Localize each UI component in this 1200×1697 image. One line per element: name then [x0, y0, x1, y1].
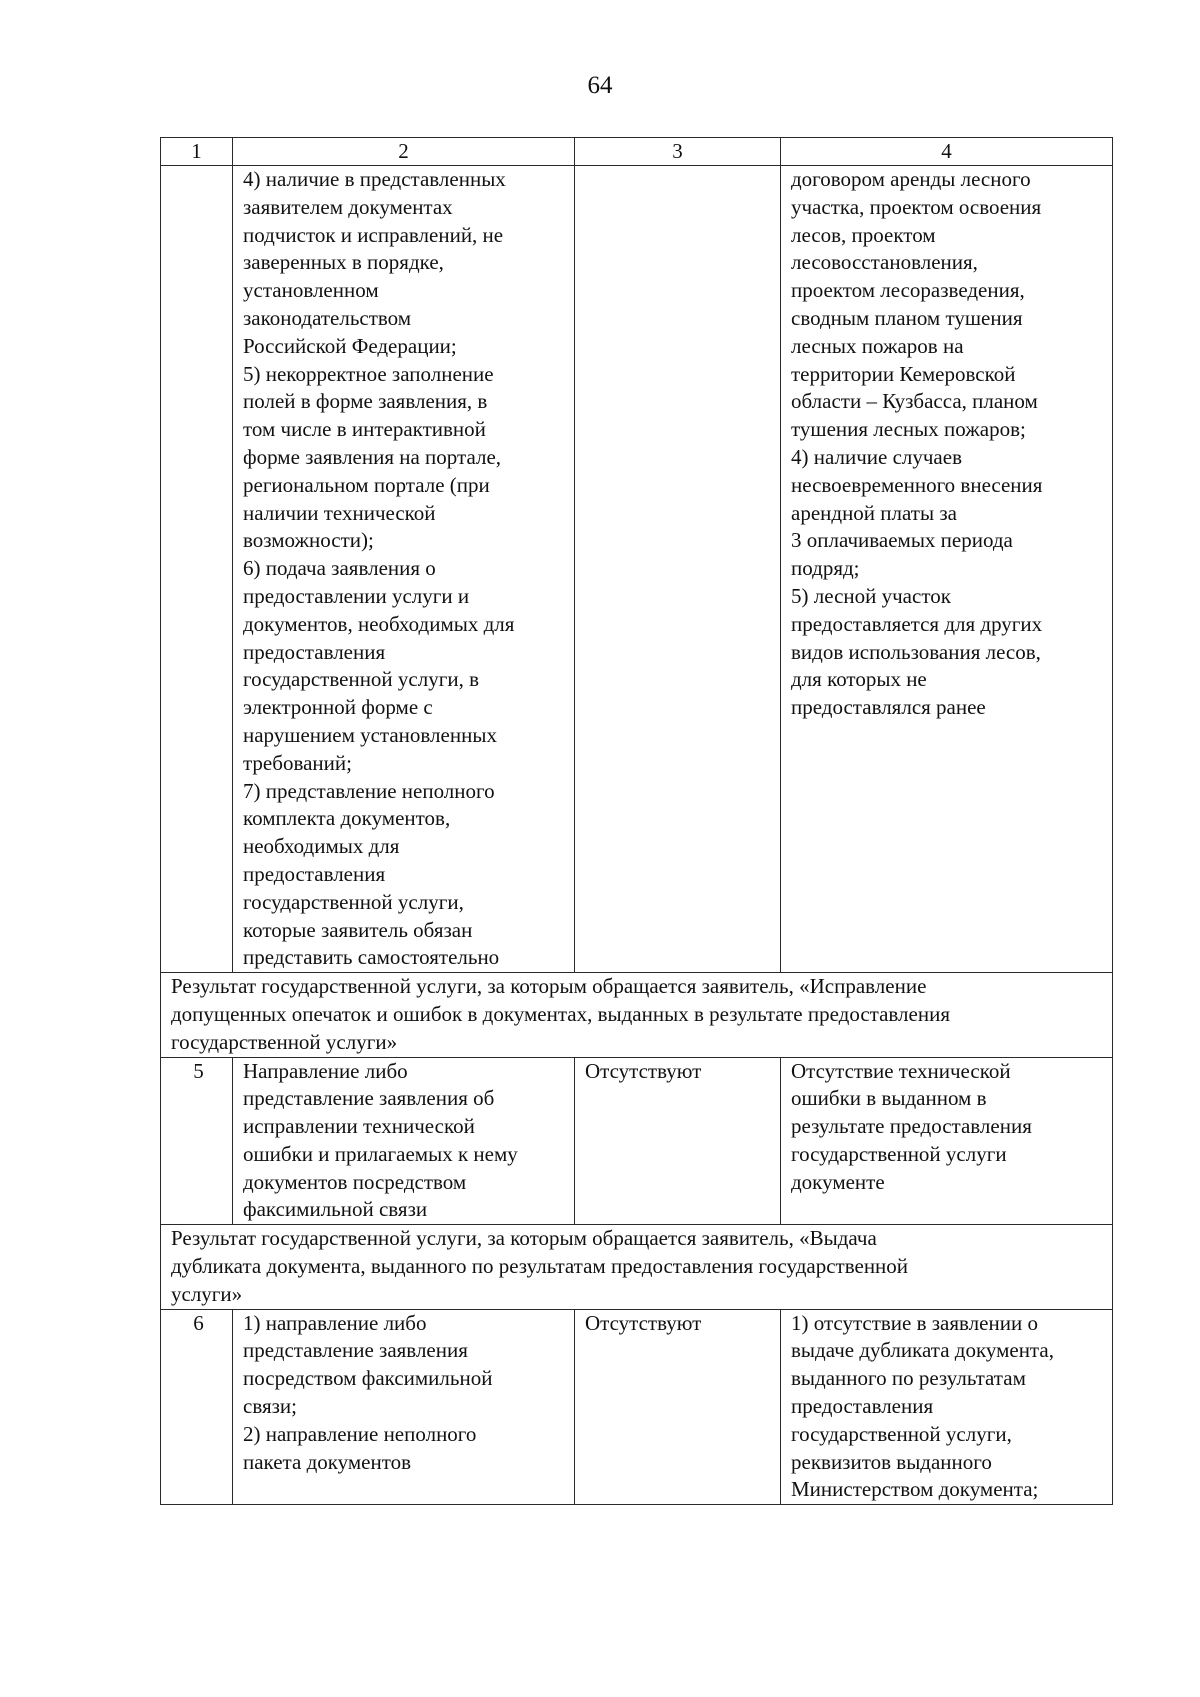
text-line: выдаче дубликата документа, [791, 1338, 1054, 1363]
text-line: допущенных опечаток и ошибок в документах, выданных в результате предоставления [171, 1001, 950, 1026]
text-line: договором аренды лесного [791, 167, 1031, 191]
document-table [160, 137, 1113, 1505]
text-line: документе [791, 1169, 885, 1194]
text-line: предоставления [243, 639, 386, 664]
text-line: представление заявления [243, 1338, 468, 1363]
text-line: Направление либо [243, 1058, 408, 1083]
text-line: комплекта документов, [243, 806, 451, 831]
text-line: для которых не [791, 667, 927, 692]
text-line: необходимых для [243, 834, 400, 859]
text-line: территории Кемеровской [791, 361, 1016, 386]
column-header: 1 [161, 138, 233, 166]
text-line: законодательством [243, 305, 412, 330]
text-line: заверенных в порядке, [243, 250, 444, 275]
table-row [161, 1309, 1113, 1505]
text-line: полей в форме заявления, в [243, 389, 488, 414]
documents-cell [575, 166, 781, 973]
documents-cell [575, 1057, 781, 1225]
text-line: 3 оплачиваемых периода [791, 528, 1013, 553]
text-line: 6) подача заявления о [243, 556, 436, 581]
page-number: 64 [587, 72, 613, 99]
text-line: области – Кузбасса, планом [791, 389, 1038, 414]
text-line: представление заявления об [243, 1086, 495, 1111]
grounds-cell [233, 166, 575, 973]
text-line: установленном [243, 278, 379, 303]
text-line: государственной услуги, [791, 1421, 1012, 1446]
text-line: электронной форме с [243, 695, 433, 720]
text-line: возможности); [243, 528, 374, 553]
text-line: Министерством документа; [791, 1477, 1039, 1502]
text-line: результате предоставления [791, 1114, 1032, 1139]
documents-cell [575, 1309, 781, 1505]
section-heading-correction [161, 973, 1113, 1057]
text-line: арендной платы за [791, 500, 957, 525]
text-line: 4) наличие в представленных [243, 167, 506, 191]
text-line: государственной услуги, [243, 889, 464, 914]
grounds-cell [233, 1057, 575, 1225]
text-line: дубликата документа, выданного по результатам предоставления государственной [171, 1254, 909, 1279]
text-line: сводным планом тушения [791, 305, 1023, 330]
text-line: выданного по результатам [791, 1366, 1026, 1391]
text-line: том числе в интерактивной [243, 417, 486, 442]
column-header: 3 [575, 138, 781, 166]
text-line: ошибки и прилагаемых к нему [243, 1141, 518, 1166]
text-line: пакета документов [243, 1449, 412, 1474]
text-line: государственной услуги [791, 1141, 1007, 1166]
text-line: представить самостоятельно [243, 945, 500, 970]
text-line: Отсутствуют [585, 1310, 702, 1335]
text-line: лесов, проектом [791, 222, 936, 247]
text-line: которые заявитель обязан [243, 917, 473, 942]
text-line: Результат государственной услуги, за которым обращается заявитель, «Исправление [171, 974, 927, 999]
text-line: связи; [243, 1394, 297, 1419]
column-header: 4 [781, 138, 1113, 166]
text-line: лесовосстановления, [791, 250, 978, 275]
row-number-cell: 5 [161, 1057, 233, 1225]
text-line: предоставлялся ранее [791, 695, 986, 720]
text-line: 5) некорректное заполнение [243, 361, 494, 386]
text-line: 2) направление неполного [243, 1421, 477, 1446]
text-line: лесных пожаров на [791, 333, 964, 358]
text-line: подчисток и исправлений, не [243, 222, 504, 247]
refusal-grounds-cell [781, 1057, 1113, 1225]
text-line: документов, необходимых для [243, 611, 515, 636]
text-line: 1) направление либо [243, 1310, 427, 1335]
column-header: 2 [233, 138, 575, 166]
text-line: видов использования лесов, [791, 639, 1041, 664]
text-line: тушения лесных пожаров; [791, 417, 1026, 442]
text-line: заявителем документах [243, 194, 453, 219]
text-line: проектом лесоразведения, [791, 278, 1025, 303]
text-line: предоставления [243, 861, 386, 886]
text-line: 7) представление неполного [243, 778, 495, 803]
text-line: исправлении технической [243, 1114, 475, 1139]
text-line: государственной услуги, в [243, 667, 479, 692]
text-line: несвоевременного внесения [791, 472, 1043, 497]
text-line: ошибки в выданном в [791, 1086, 987, 1111]
text-line: посредством факсимильной [243, 1366, 493, 1391]
text-line: участка, проектом освоения [791, 194, 1042, 219]
text-line: подряд; [791, 556, 860, 581]
table-row-continued [161, 166, 1113, 973]
text-line: предоставлении услуги и [243, 583, 470, 608]
text-line: нарушением установленных [243, 722, 497, 747]
text-line: предоставления [791, 1394, 934, 1419]
text-line: услуги» [171, 1281, 243, 1306]
text-line: реквизитов выданного [791, 1449, 992, 1474]
refusal-grounds-cell [781, 166, 1113, 973]
text-line: Российской Федерации; [243, 333, 457, 358]
grounds-cell [233, 1309, 575, 1505]
row-number-cell: 6 [161, 1309, 233, 1505]
text-line: предоставляется для других [791, 611, 1043, 636]
text-line: Результат государственной услуги, за которым обращается заявитель, «Выдача [171, 1226, 877, 1251]
text-line: 1) отсутствие в заявлении о [791, 1310, 1038, 1335]
text-line: требований; [243, 750, 352, 775]
section-heading-duplicate [161, 1225, 1113, 1309]
section-row [161, 973, 1113, 1057]
text-line: государственной услуги» [171, 1029, 398, 1054]
row-number-cell [161, 166, 233, 973]
section-row [161, 1225, 1113, 1309]
text-line: 4) наличие случаев [791, 444, 962, 469]
text-line: документов посредством [243, 1169, 467, 1194]
refusal-grounds-cell [781, 1309, 1113, 1505]
text-line: Отсутствие технической [791, 1058, 1011, 1083]
table-header-row [161, 138, 1113, 166]
text-line: 5) лесной участок [791, 583, 951, 608]
text-line: наличии технической [243, 500, 436, 525]
text-line: форме заявления на портале, [243, 444, 502, 469]
text-line: Отсутствуют [585, 1058, 702, 1083]
text-line: факсимильной связи [243, 1197, 428, 1222]
table-row [161, 1057, 1113, 1225]
text-line: региональном портале (при [243, 472, 490, 497]
